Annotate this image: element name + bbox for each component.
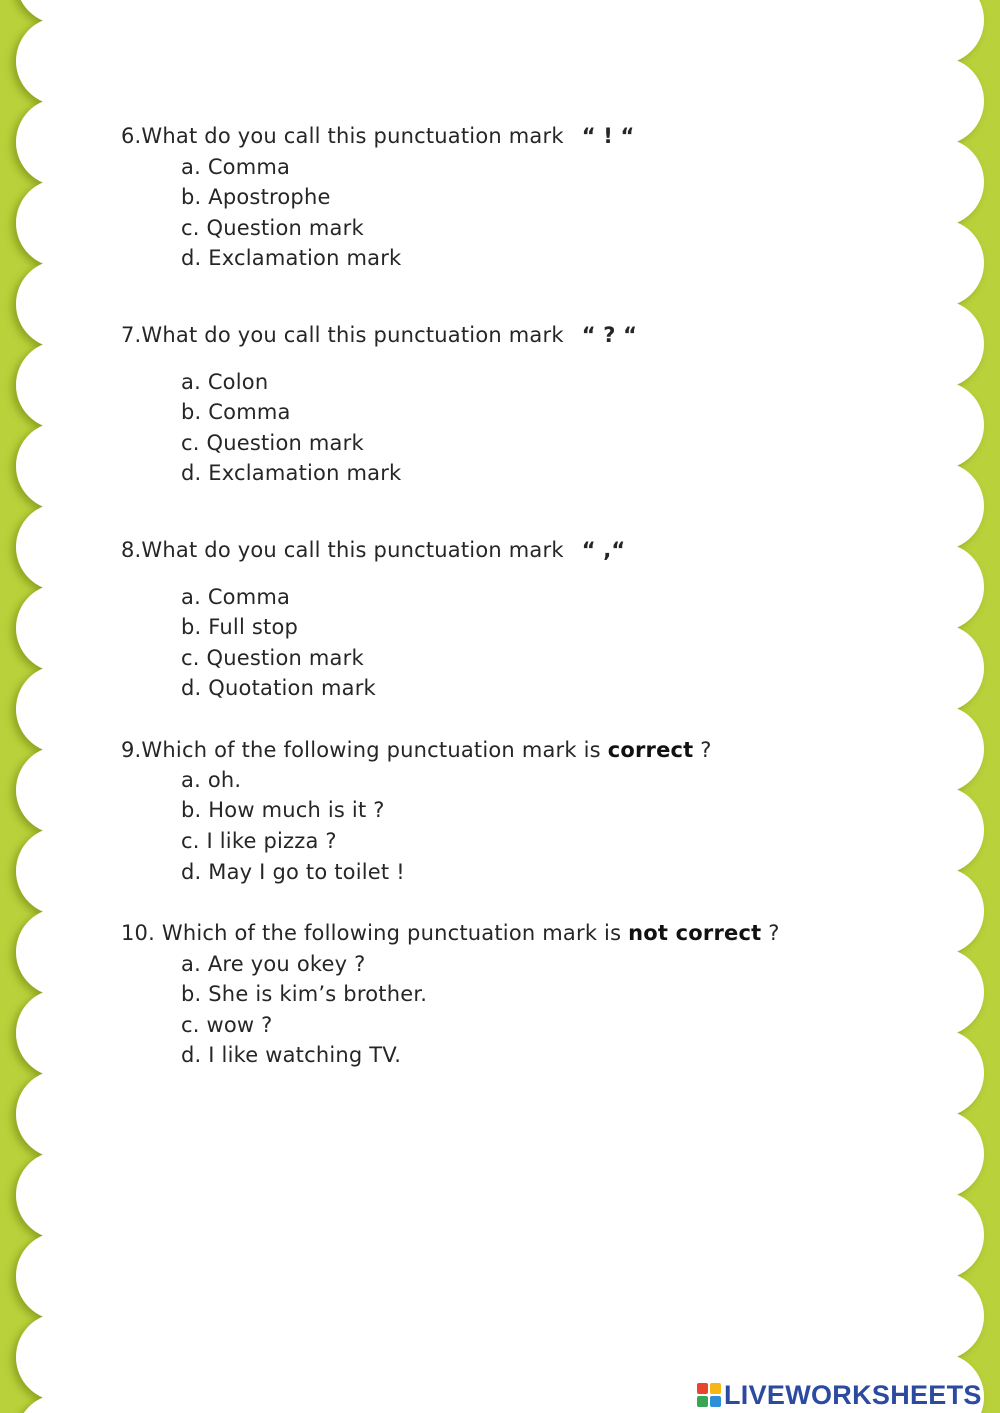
logo-tile-yellow	[710, 1383, 721, 1394]
scallop-edge	[896, 1272, 984, 1360]
scallop-edge	[16, 1232, 104, 1320]
question-9-suffix: ?	[700, 738, 712, 762]
question-7-option-b[interactable]: b. Comma	[181, 400, 291, 424]
question-10	[121, 921, 780, 945]
scallop-edge	[16, 665, 104, 753]
scallop-edge	[16, 1151, 104, 1239]
question-10-emphasis: not correct	[628, 921, 762, 945]
question-6-mark: “ ! “	[581, 124, 635, 148]
question-7	[121, 323, 637, 347]
question-8-option-a[interactable]: a. Comma	[181, 585, 291, 609]
question-8-option-c[interactable]: c. Question mark	[181, 646, 364, 670]
scallop-edge	[896, 381, 984, 469]
question-8-text: 8.What do you call this punctuation mark	[121, 538, 564, 562]
question-9-option-d[interactable]: d. May I go to toilet !	[181, 860, 405, 884]
question-6-option-d[interactable]: d. Exclamation mark	[181, 246, 402, 270]
scallop-edge	[896, 219, 984, 307]
question-6	[121, 124, 635, 148]
question-9-emphasis: correct	[607, 738, 694, 762]
scallop-edge	[16, 98, 104, 186]
scallop-edge	[896, 624, 984, 712]
scallop-edge	[16, 584, 104, 672]
scallop-edge	[896, 57, 984, 145]
question-7-option-c[interactable]: c. Question mark	[181, 431, 364, 455]
scallop-edge	[16, 17, 104, 105]
scallop-edge	[896, 462, 984, 550]
scallop-edge	[16, 908, 104, 996]
scallop-edge	[16, 503, 104, 591]
scallop-edge	[16, 1070, 104, 1158]
question-10-option-a[interactable]: a. Are you okey ?	[181, 952, 366, 976]
question-9-option-a[interactable]: a. oh.	[181, 768, 242, 792]
question-10-option-d[interactable]: d. I like watching TV.	[181, 1043, 402, 1067]
liveworksheets-logo-text: LIVEWORKSHEETS	[724, 1379, 982, 1410]
logo-tile-blue	[710, 1396, 721, 1407]
question-10-suffix: ?	[768, 921, 780, 945]
scallop-edge	[896, 543, 984, 631]
scallop-edge	[16, 341, 104, 429]
question-10-option-b[interactable]: b. She is kim’s brother.	[181, 982, 428, 1006]
scallop-edge	[896, 867, 984, 955]
scallop-edge	[16, 422, 104, 510]
logo-tile-red	[697, 1383, 708, 1394]
scallop-edge	[896, 138, 984, 226]
scallop-edge	[16, 1313, 104, 1401]
scallop-edge	[896, 705, 984, 793]
scallop-edge	[896, 948, 984, 1036]
question-9-option-c[interactable]: c. I like pizza ?	[181, 829, 337, 853]
question-6-option-c[interactable]: c. Question mark	[181, 216, 364, 240]
question-7-option-a[interactable]: a. Colon	[181, 370, 269, 394]
question-8	[121, 538, 625, 562]
question-9	[121, 738, 712, 762]
logo-tile-green	[697, 1396, 708, 1407]
scallop-edge	[896, 1191, 984, 1279]
liveworksheets-logo-icon	[697, 1383, 721, 1407]
liveworksheets-logo[interactable]	[697, 1378, 982, 1412]
scallop-edge	[16, 746, 104, 834]
scallop-edge	[16, 827, 104, 915]
question-7-option-d[interactable]: d. Exclamation mark	[181, 461, 402, 485]
question-10-text: 10. Which of the following punctuation mark is	[121, 921, 622, 945]
question-6-text: 6.What do you call this punctuation mark	[121, 124, 564, 148]
question-6-option-b[interactable]: b. Apostrophe	[181, 185, 331, 209]
question-8-option-d[interactable]: d. Quotation mark	[181, 676, 376, 700]
question-9-text: 9.Which of the following punctuation mark is	[121, 738, 601, 762]
scallop-edge	[16, 260, 104, 348]
worksheet-paper	[16, 0, 984, 1413]
scallop-edge	[896, 300, 984, 388]
scallop-edge	[896, 1029, 984, 1117]
question-10-option-c[interactable]: c. wow ?	[181, 1013, 273, 1037]
question-7-mark: “ ? “	[581, 323, 638, 347]
scallop-edge	[896, 786, 984, 874]
scallop-edge	[16, 989, 104, 1077]
scallop-edge	[896, 1110, 984, 1198]
question-8-mark: “ ,“	[581, 538, 626, 562]
question-7-text: 7.What do you call this punctuation mark	[121, 323, 564, 347]
question-8-option-b[interactable]: b. Full stop	[181, 615, 299, 639]
question-9-option-b[interactable]: b. How much is it ?	[181, 798, 385, 822]
scallop-edge	[16, 179, 104, 267]
question-6-option-a[interactable]: a. Comma	[181, 155, 291, 179]
